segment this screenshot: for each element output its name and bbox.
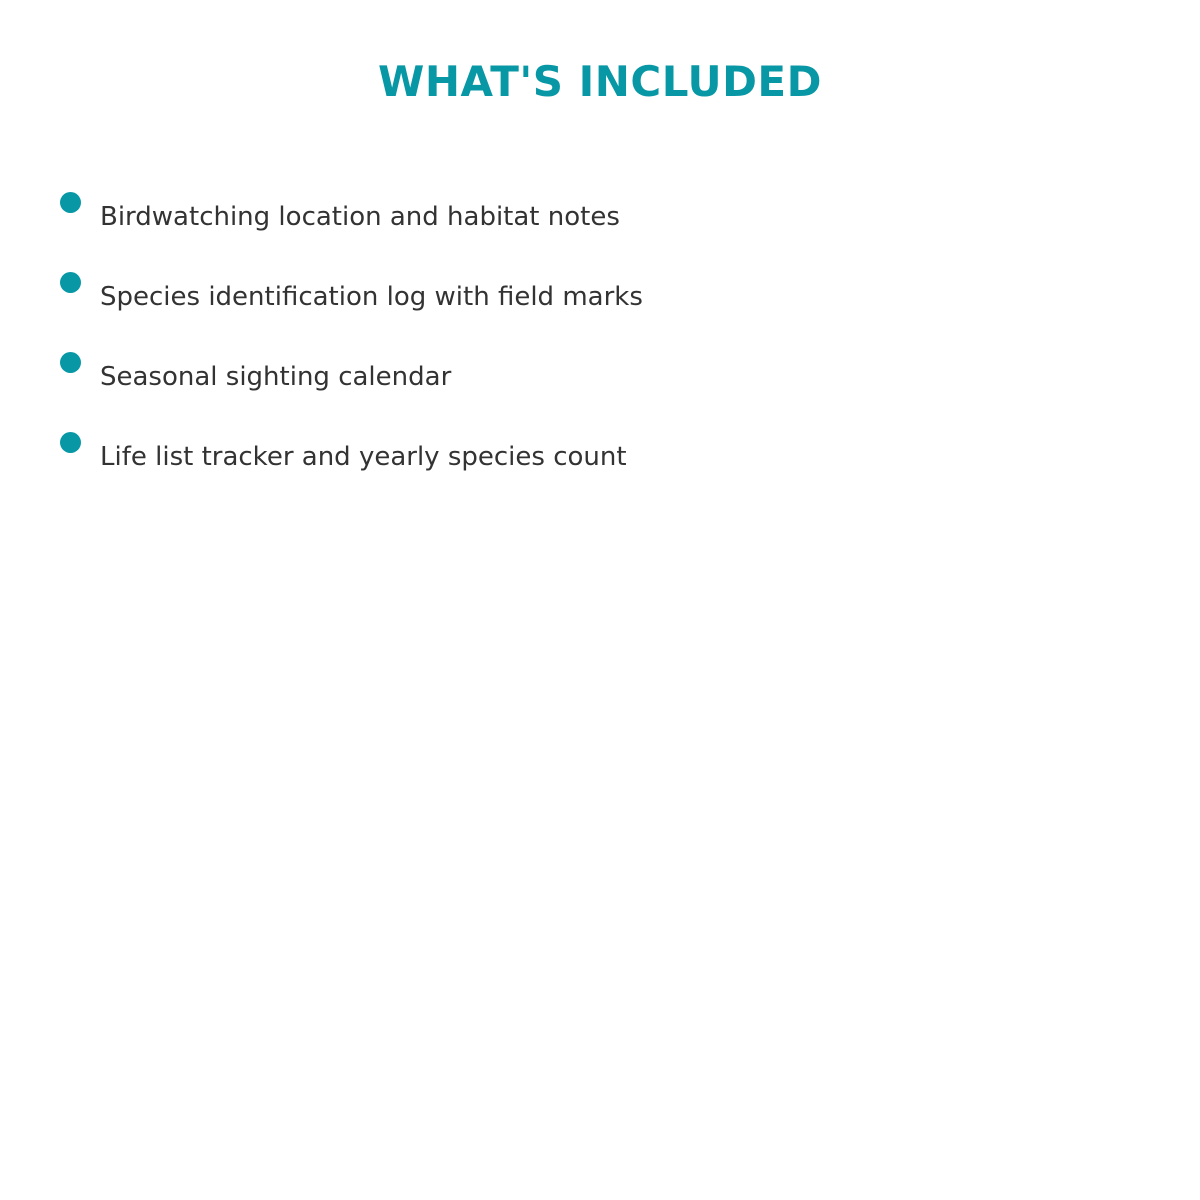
bullet-dot-icon <box>60 192 81 213</box>
feature-text: Birdwatching location and habitat notes <box>100 202 620 232</box>
list-item <box>60 350 1140 430</box>
bullet-dot-icon <box>60 432 81 453</box>
feature-text: Seasonal sighting calendar <box>100 362 452 392</box>
page-title: WHAT'S INCLUDED <box>378 57 822 106</box>
bullet-dot-icon <box>60 352 81 373</box>
feature-text: Life list tracker and yearly species count <box>100 442 627 472</box>
bullet-dot-icon <box>60 272 81 293</box>
feature-list <box>60 190 1140 510</box>
list-item <box>60 270 1140 350</box>
list-item <box>60 190 1140 270</box>
feature-text: Species identification log with field marks <box>100 282 643 312</box>
list-item <box>60 430 1140 510</box>
